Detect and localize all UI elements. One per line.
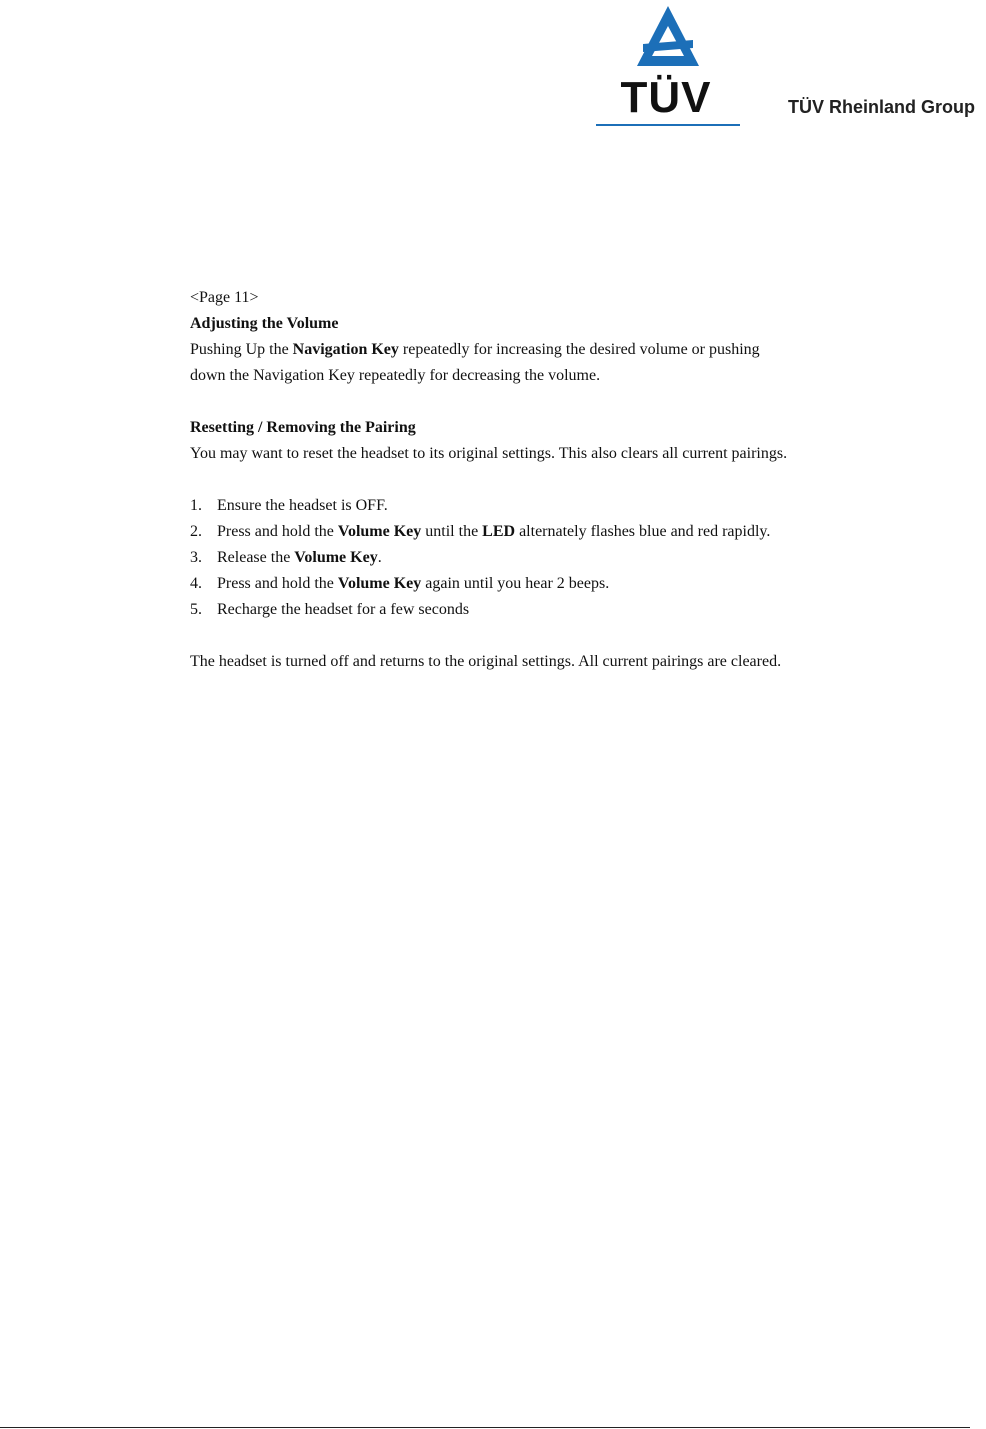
reset-intro: You may want to reset the headset to its original settings. This also clears all current pairings. — [190, 445, 788, 462]
footer-rule — [0, 1427, 970, 1428]
step-item — [190, 571, 790, 597]
closing-paragraph: The headset is turned off and returns to the original settings. All current pairings are cleared. — [190, 653, 782, 670]
step-item — [190, 545, 790, 571]
step-item — [190, 493, 790, 519]
document-body — [190, 285, 790, 675]
step-text: Ensure the headset is OFF. — [217, 497, 388, 514]
volume-key-term: Volume Key — [337, 575, 422, 592]
logo-underline — [596, 124, 740, 126]
volume-heading: Adjusting the Volume — [190, 315, 339, 332]
group-name: TÜV Rheinland Group — [788, 97, 975, 117]
step-text: Press and hold the — [217, 523, 338, 540]
page-header — [0, 0, 986, 140]
reset-heading: Resetting / Removing the Pairing — [190, 419, 416, 436]
step-text: Press and hold the — [217, 575, 338, 592]
logo-triangle-icon — [635, 4, 701, 68]
step-number: 2. — [190, 523, 202, 540]
step-number: 5. — [190, 601, 202, 618]
volume-text-2: repeatedly for increasing the desired volume or pushing down the Navigation Key repeatedly for decreasing the volume. — [190, 341, 760, 384]
spacer — [190, 623, 790, 649]
reset-steps-list — [190, 493, 790, 623]
volume-key-term: Volume Key — [294, 549, 378, 566]
step-number: 4. — [190, 575, 202, 592]
step-number: 3. — [190, 549, 202, 566]
step-text: until the — [421, 523, 483, 540]
led-term: LED — [482, 523, 516, 540]
step-number: 1. — [190, 497, 202, 514]
step-text: Release the — [217, 549, 295, 566]
step-text: Recharge the headset for a few seconds — [217, 601, 470, 618]
step-text: again until you hear 2 beeps. — [421, 575, 610, 592]
volume-text-1: Pushing Up the — [190, 341, 293, 358]
step-item — [190, 519, 790, 545]
spacer — [190, 467, 790, 493]
navigation-key-term: Navigation Key — [292, 341, 399, 358]
step-text: alternately flashes blue and red rapidly. — [515, 523, 771, 540]
tuv-logo — [596, 0, 742, 130]
logo-wordmark: TÜV — [620, 73, 712, 122]
volume-paragraph — [190, 337, 790, 389]
step-item — [190, 597, 790, 623]
spacer — [190, 389, 790, 415]
page-marker: <Page 11> — [190, 289, 259, 306]
volume-key-term: Volume Key — [337, 523, 422, 540]
step-text: . — [377, 549, 382, 566]
